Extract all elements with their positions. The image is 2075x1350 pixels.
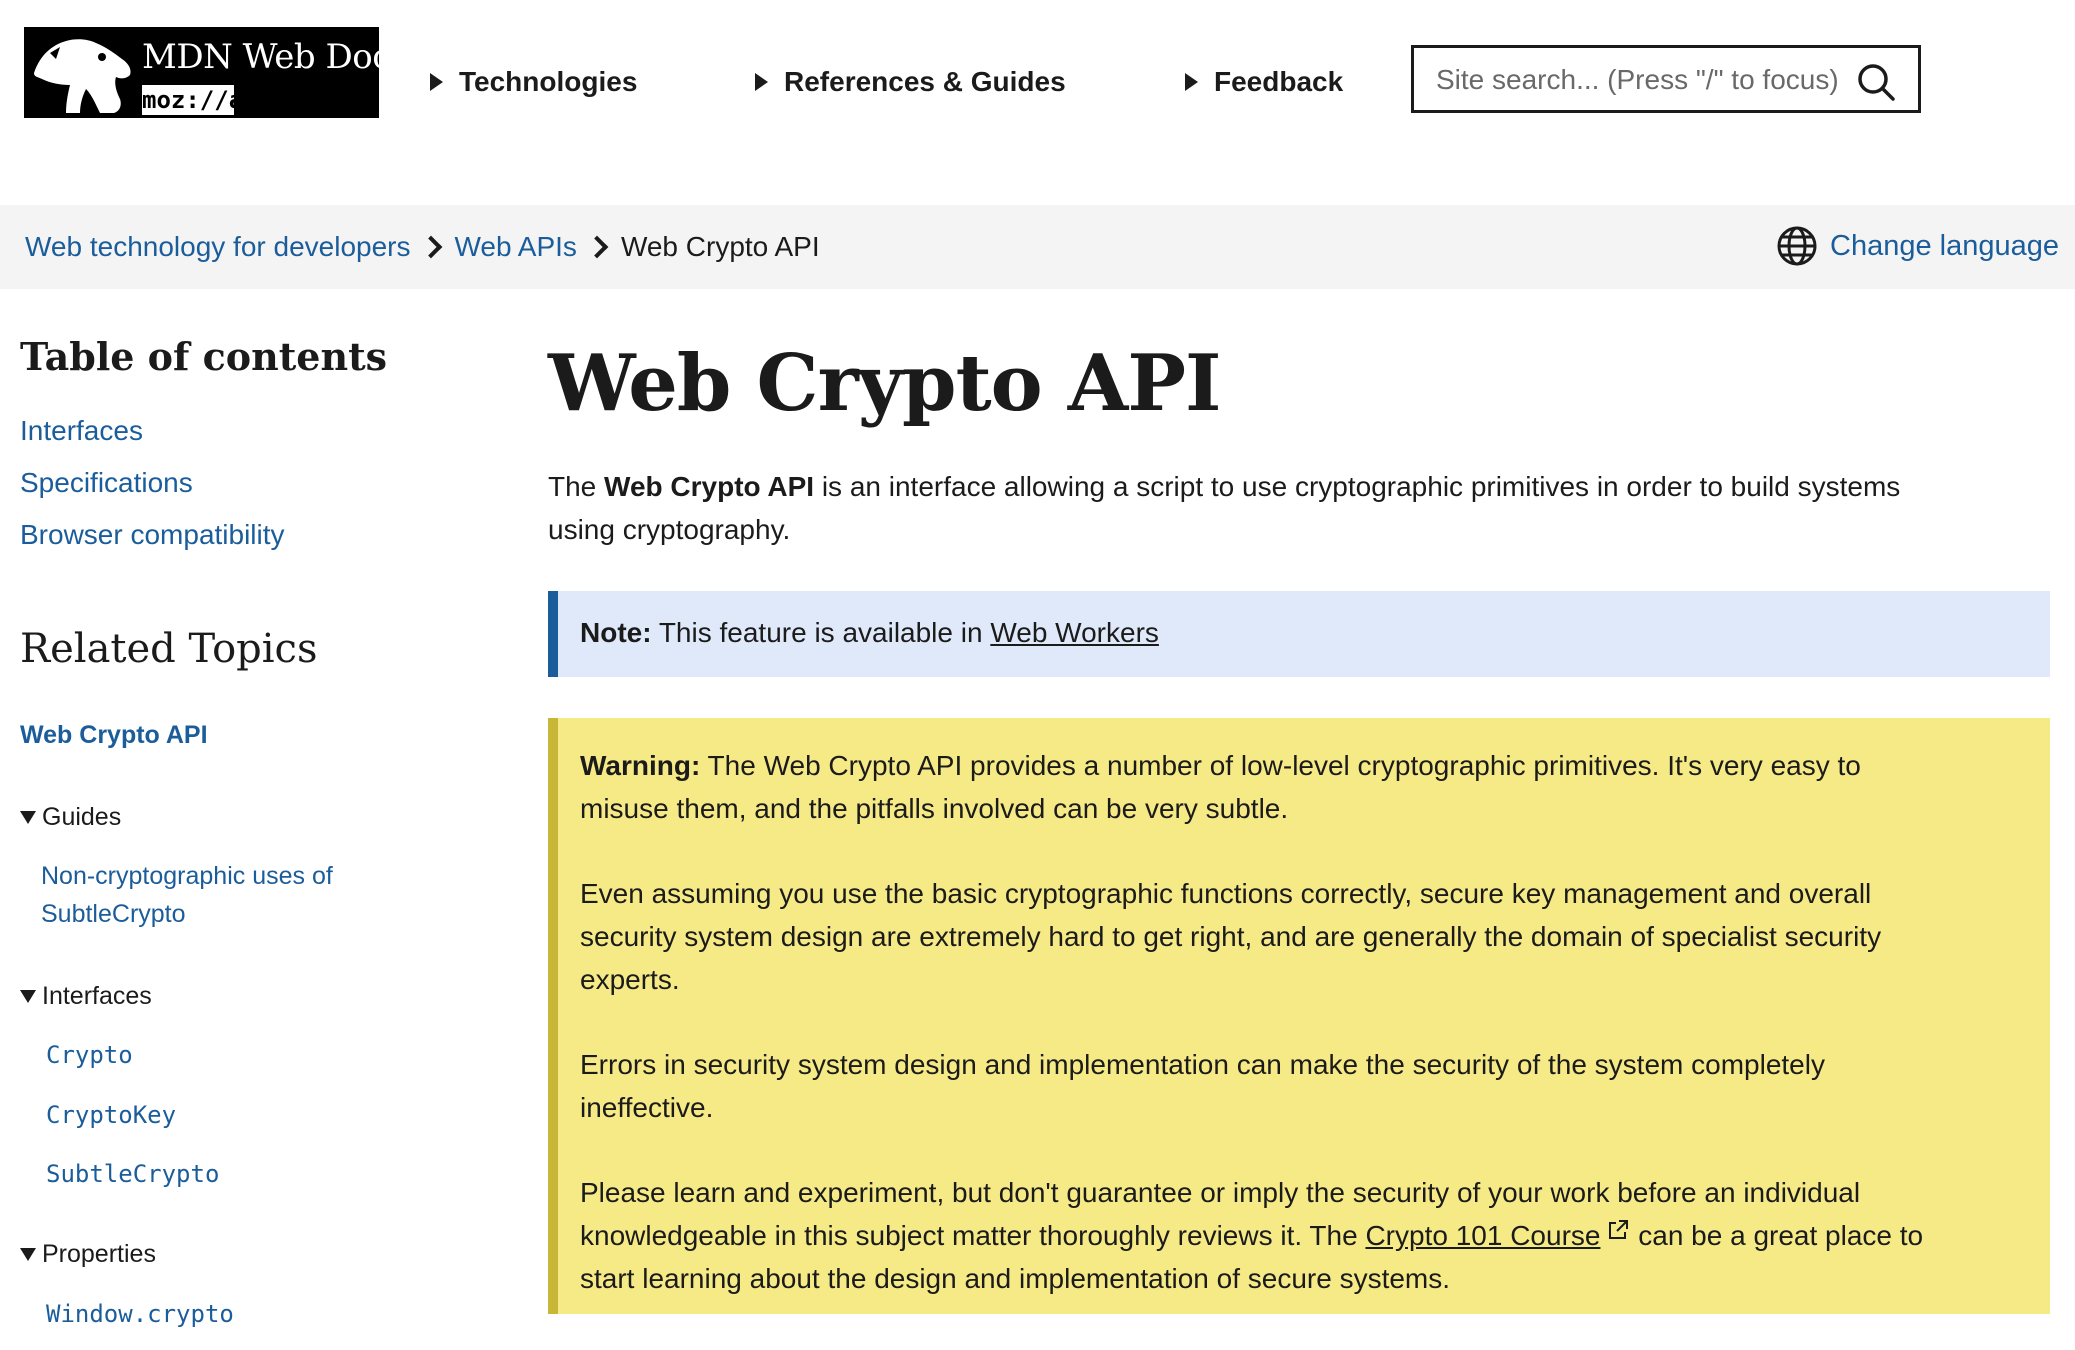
chevron-right-icon [419,236,442,259]
related-topics-title: Related Topics [20,626,318,672]
mdn-dino-logo-icon [30,33,136,115]
sidebar-current-page[interactable]: Web Crypto API [20,721,208,749]
page-title: Web Crypto API [548,338,1221,429]
sidebar-link-non-cryptographic-uses[interactable]: Non-cryptographic uses of SubtleCrypto [41,862,333,928]
toc-link-specifications[interactable]: Specifications [20,467,193,498]
crypto-101-course-label: Crypto 101 Course [1365,1220,1601,1251]
nav-technologies[interactable] [430,60,637,104]
sidebar-group-guides[interactable] [20,800,121,834]
breadcrumb-web-technology[interactable]: Web technology for developers [25,231,411,262]
triangle-down-icon [20,990,36,1003]
toc-link-interfaces[interactable]: Interfaces [20,415,143,446]
triangle-down-icon [20,811,36,824]
warning-label: Warning: [580,750,701,781]
sidebar-link-crypto[interactable]: Crypto [46,1041,133,1069]
breadcrumb-web-apis[interactable]: Web APIs [454,231,577,262]
mozilla-wordmark: moz://a [142,86,244,114]
crypto-101-course-link[interactable] [1365,1220,1600,1251]
external-link-icon [1606,1218,1630,1242]
intro-strong: Web Crypto API [604,471,815,502]
warning-paragraph-4 [580,1171,1930,1300]
nav-references-guides[interactable] [755,60,1066,104]
note-label: Note: [580,617,652,648]
sidebar-link-cryptokey[interactable]: CryptoKey [46,1101,177,1129]
nav-technologies-label: Technologies [459,66,638,97]
search-input[interactable] [1434,58,1858,102]
sidebar-group-properties[interactable] [20,1237,156,1271]
nav-references-guides-label: References & Guides [784,66,1066,97]
warning-paragraph-2: Even assuming you use the basic cryptographic functions correctly, secure key management and overall security system design are extremely hard to get right, and are generally the domain of specialist security experts. [580,878,1882,995]
triangle-right-icon [1185,73,1198,91]
breadcrumb [25,229,820,265]
site-search [1411,45,1921,113]
warning-text-4b: can be a great place to start learning about the design and implementation of secure systems. [580,1220,1924,1294]
intro-paragraph [548,465,1968,551]
globe-icon [1776,225,1818,267]
chevron-right-icon [586,236,609,259]
logo-title: MDN Web Docs [142,37,408,77]
toc-link-browser-compatibility[interactable]: Browser compatibility [20,519,285,550]
breadcrumb-current: Web Crypto API [620,231,820,262]
triangle-right-icon [430,73,443,91]
warning-paragraph-3: Errors in security system design and implementation can make the security of the system completely ineffective. [580,1049,1825,1123]
warning-callout [548,718,2050,1314]
intro-rest: is an interface allowing a script to use cryptographic primitives in order to build systems using cryptography. [548,471,1901,545]
sidebar-group-label: Guides [42,803,122,831]
sidebar-group-interfaces[interactable] [20,979,152,1013]
web-workers-link[interactable]: Web Workers [990,617,1159,648]
mdn-logo[interactable] [24,27,408,118]
search-icon[interactable] [1856,62,1896,102]
sidebar-link-subtlecrypto[interactable]: SubtleCrypto [46,1160,220,1188]
warning-paragraph-1 [580,744,1930,830]
note-text: This feature is available in [651,617,991,648]
sidebar-group-label: Properties [42,1240,156,1268]
note-callout [548,591,2050,677]
sidebar-group-label: Interfaces [42,982,152,1010]
nav-feedback-label: Feedback [1214,66,1344,97]
warning-text-4a: Please learn and experiment, but don't guarantee or imply the security of your work before an individual knowledgeable in this subject matter thoroughly reviews it. The [580,1177,1861,1251]
warning-text-1: The Web Crypto API provides a number of low-level cryptographic primitives. It's very easy to misuse them, and the pitfalls involved can be very subtle. [580,750,1861,824]
breadcrumb-bar [0,205,2075,289]
triangle-right-icon [755,73,768,91]
triangle-down-icon [20,1248,36,1261]
intro-prefix: The [548,471,605,502]
change-language-label: Change language [1830,229,2059,262]
toc-title: Table of contents [20,334,388,379]
sidebar-link-window-crypto[interactable]: Window.crypto [46,1300,234,1328]
change-language-button[interactable] [1776,225,2059,267]
nav-feedback[interactable] [1185,60,1343,104]
